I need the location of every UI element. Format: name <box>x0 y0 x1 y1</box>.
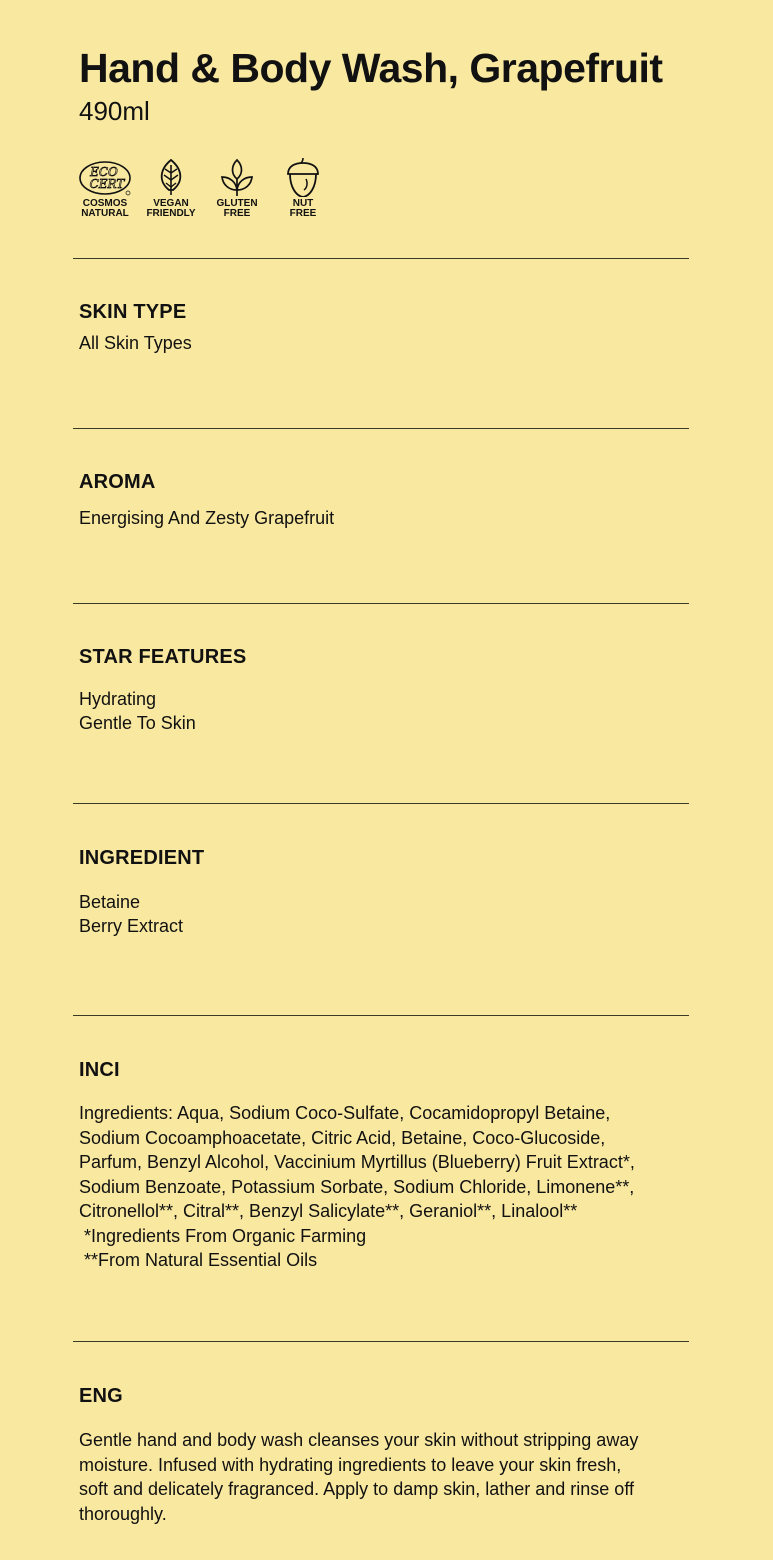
section-divider <box>73 258 689 259</box>
section-divider <box>73 428 689 429</box>
section-divider <box>73 1341 689 1342</box>
badge-nut-free <box>275 157 331 219</box>
badge-vegan-friendly <box>143 157 199 219</box>
eng-description: Gentle hand and body wash cleanses your skin without stripping away moisture. Infused with hydrating ingredients to leave your skin fresh, soft and delicately fragranced. Apply to damp skin, lather and rinse off thoroughly. <box>79 1430 639 1524</box>
badge-label: VEGAN FRIENDLY <box>146 198 196 219</box>
badge-label: GLUTEN FREE <box>216 198 258 219</box>
section-divider <box>73 803 689 804</box>
ingredient-list <box>79 891 699 938</box>
acorn-icon <box>275 157 331 197</box>
list-item: Betaine <box>79 892 141 912</box>
section-divider <box>73 1015 689 1016</box>
aroma-value: Energising And Zesty Grapefruit <box>79 508 335 528</box>
ingredient-heading: INGREDIENT <box>79 847 205 869</box>
gluten-free-icon <box>209 157 265 197</box>
skin-type-heading: SKIN TYPE <box>79 301 187 323</box>
product-volume: 490ml <box>79 96 150 126</box>
list-item: Berry Extract <box>79 915 184 936</box>
certification-badges <box>77 157 341 219</box>
section-divider <box>73 603 689 604</box>
product-title: Hand & Body Wash, Grapefruit <box>79 45 663 91</box>
list-item: Gentle To Skin <box>79 712 196 733</box>
inci-text: Ingredients: Aqua, Sodium Coco-Sulfate, Cocamidopropyl Betaine, Sodium Cocoamphoacetate, Citric Acid, Betaine, Coco-Glucoside, Parfum, Benzyl Alcohol, Vaccinium Myrtillus (Blueberry) Fruit Extract*, Sodium Benzoate, Potassium Sorbate, Sodium Chloride, Limonene**, Citronellol**, Citral**, Benzyl Salicylate**, Geraniol**, Linalool** *Ingredients From Organic Farming **From Natural Essential Oils <box>79 1103 635 1270</box>
badge-label: COSMOS NATURAL <box>81 198 129 219</box>
ecocert-logo-eco: ECO <box>90 165 118 179</box>
eng-heading: ENG <box>79 1385 123 1407</box>
badge-gluten-free <box>209 157 265 219</box>
inci-heading: INCI <box>79 1059 120 1081</box>
badge-cosmos-natural <box>77 157 133 219</box>
skin-type-value: All Skin Types <box>79 333 192 353</box>
vegan-leaf-icon <box>143 157 199 197</box>
ecocert-logo-cert: CERT <box>89 177 125 191</box>
star-features-heading: STAR FEATURES <box>79 646 247 668</box>
list-item: Hydrating <box>79 689 157 709</box>
badge-label: NUT FREE <box>289 198 317 219</box>
ecocert-icon <box>77 157 133 197</box>
star-features-list <box>79 688 699 735</box>
aroma-heading: AROMA <box>79 471 156 493</box>
